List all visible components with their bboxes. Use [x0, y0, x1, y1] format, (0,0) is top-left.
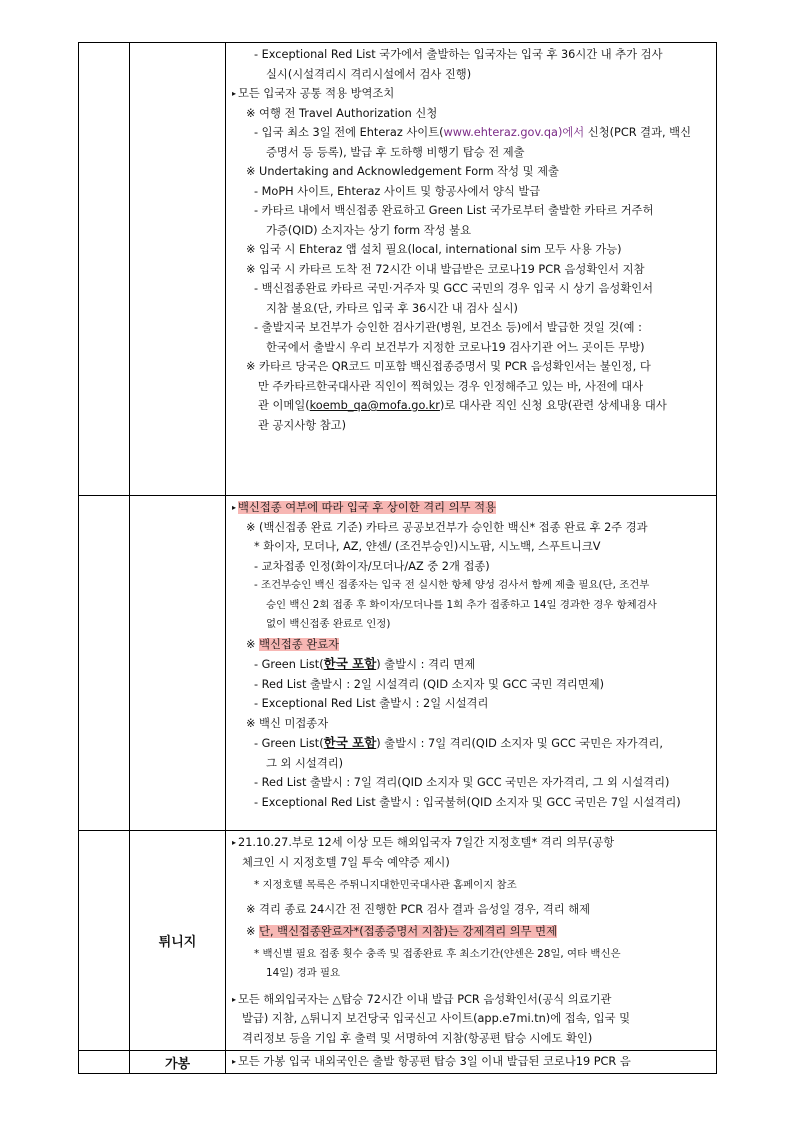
rule-line: - 교차접종 인정(화이자/모더나/AZ 중 2개 접종) — [254, 559, 490, 573]
rule-line: ※ Undertaking and Acknowledgement Form 작성 및 제출 — [246, 165, 559, 178]
rule-heading: ▸ 21.10.27.부로 12세 이상 모든 해외입국자 7일간 지정호텔* 격리 의무(공항 — [232, 836, 615, 849]
rule-line: 증명서 등 등록), 발급 후 도하행 비행기 탑승 전 제출 — [266, 145, 525, 159]
entry-rules-table — [78, 42, 717, 1074]
table-row — [79, 1051, 717, 1074]
table-row — [79, 831, 717, 1051]
rule-line: - Exceptional Red List 국가에서 출발하는 입국자는 입국 후 36시간 내 추가 검사 — [254, 48, 663, 61]
rule-line: - 백신접종완료 카타르 국민·거주자 및 GCC 국민의 경우 입국 시 상기 음성확인서 — [254, 282, 654, 295]
country-cell — [130, 496, 226, 831]
rule-heading: ▸ 모든 해외입국자는 △탑승 72시간 이내 발급 PCR 음성확인서(공식 의료기관 — [232, 992, 612, 1006]
rule-line: ※ (백신접종 완료 기준) 카타르 공공보건부가 승인한 백신* 접종 완료 후 2주 경과 — [246, 520, 648, 534]
content-cell — [226, 496, 717, 831]
embassy-email-link[interactable]: koemb_qa@mofa.go.kr — [309, 399, 440, 412]
triangle-bullet-icon: ▸ — [232, 89, 237, 98]
country-cell — [130, 1051, 226, 1074]
rule-line: 지참 불요(단, 카타르 입국 후 36시간 내 검사 실시) — [266, 301, 518, 315]
rule-line: * 화이자, 모더나, AZ, 얀센/ (조건부승인)시노팜, 시노백, 스푸트니크V — [254, 540, 601, 553]
rule-line: 관 공지사항 참고) — [258, 418, 346, 432]
rule-line: - MoPH 사이트, Ehteraz 사이트 및 항공사에서 양식 발급 — [254, 184, 541, 198]
rule-line: ※ 여행 전 Travel Authorization 신청 — [246, 106, 438, 120]
rule-line: 없이 백신접종 완료로 인정) — [266, 618, 391, 630]
rule-line: 승인 백신 2회 접종 후 화이자/모더나를 1회 추가 접종하고 14일 경과한 경우 항체검사 — [266, 598, 657, 611]
rule-line: 실시(시설격리시 격리시설에서 검사 진행) — [266, 67, 472, 81]
rule-line: - 출발지국 보건부가 승인한 검사기관(병원, 보건소 등)에서 발급한 것일 것(예 : — [254, 321, 642, 334]
blank-cell — [79, 43, 130, 496]
triangle-bullet-icon: ▸ — [232, 994, 237, 1004]
content-cell — [226, 1051, 717, 1074]
country-name: 가봉 — [164, 1056, 191, 1072]
rule-line: - 입국 최소 3일 전에 Ehteraz 사이트(www.ehteraz.gov.qa)에서 신청(PCR 결과, 백신 — [254, 126, 692, 139]
rule-line: - Red List 출발시 : 2일 시설격리 (QID 소지자 및 GCC 국민 격리면제) — [254, 677, 605, 691]
rule-heading: ▸ 모든 입국자 공통 적용 방역조치 — [232, 87, 395, 100]
rules-block — [226, 496, 716, 814]
blank-cell — [79, 1051, 130, 1074]
table-row — [79, 496, 717, 831]
rule-line: 관 이메일(koemb_qa@mofa.go.kr)로 대사관 직인 신청 요망(관련 상세내용 대사 — [258, 399, 667, 412]
rule-line: - Red List 출발시 : 7일 격리(QID 소지자 및 GCC 국민은 자가격리, 그 외 시설격리) — [254, 776, 670, 789]
country-name: 튀니지 — [158, 935, 197, 950]
blank-cell — [79, 496, 130, 831]
rule-line: - Exceptional Red List 출발시 : 입국불허(QID 소지자 및 GCC 국민은 7일 시설격리) — [254, 795, 681, 809]
rule-line: 한국에서 출발시 우리 보건부가 지정한 코로나19 검사기관 어느 곳이든 무방) — [266, 340, 645, 354]
content-cell — [226, 43, 717, 496]
rule-line: - Exceptional Red List 출발시 : 2일 시설격리 — [254, 697, 489, 710]
rule-line: ※ 격리 종료 24시간 전 진행한 PCR 검사 결과 음성일 경우, 격리 해제 — [246, 902, 591, 916]
rule-line: - 조건부승인 백신 접종자는 입국 전 실시한 항체 양성 검사서 함께 제출 필요(단, 조건부 — [254, 579, 650, 591]
rule-line: 발급) 지참, △튀니지 보건당국 입국신고 사이트(app.e7mi.tn)에 접속, 입국 및 — [242, 1012, 631, 1025]
rule-line: - Green List(한국 포함) 출발시 : 7일 격리(QID 소지자 및 GCC 국민은 자가격리, — [254, 735, 663, 750]
rule-line: ※ 입국 시 Ehteraz 앱 설치 필요(local, international sim 모두 사용 가능) — [246, 243, 622, 256]
rule-line: 체크인 시 지정호텔 7일 투숙 예약증 제시) — [242, 855, 450, 869]
rule-line: 가증(QID) 소지자는 상기 form 작성 불요 — [266, 223, 471, 237]
rule-line: ※ 입국 시 카타르 도착 전 72시간 이내 발급받은 코로나19 PCR 음성확인서 지참 — [246, 262, 645, 276]
rule-heading: ▸ 모든 가봉 입국 내외국인은 출발 항공편 탑승 3일 이내 발급된 코로나19 PCR 음 — [232, 1055, 631, 1068]
triangle-bullet-icon: ▸ — [232, 503, 237, 512]
rules-block — [226, 43, 716, 437]
rule-line: ※ 백신접종 완료자 — [246, 637, 340, 651]
rule-line: ※ 카타르 당국은 QR코드 미포함 백신접종증명서 및 PCR 음성확인서는 불인정, 다 — [246, 360, 651, 373]
ehteraz-link[interactable]: www.ehteraz.gov.qa)에서 — [443, 126, 585, 139]
table-row — [79, 43, 717, 496]
rule-line: * 백신별 필요 접종 횟수 충족 및 접종완료 후 최소기간(얀센은 28일, 여타 백신은 — [254, 947, 621, 960]
country-cell — [130, 831, 226, 1051]
rules-block — [226, 1051, 716, 1073]
triangle-bullet-icon: ▸ — [232, 838, 237, 847]
rule-line: 그 외 시설격리) — [266, 756, 344, 770]
rule-line: * 지정호텔 목록은 주튀니지대한민국대사관 홈페이지 참조 — [254, 879, 517, 891]
rule-line: ※ 백신 미접종자 — [246, 716, 329, 730]
rule-line: 14일) 경과 필요 — [266, 967, 341, 979]
rule-line: - 카타르 내에서 백신접종 완료하고 Green List 국가로부터 출발한 카타르 거주허 — [254, 204, 654, 217]
blank-cell — [79, 831, 130, 1051]
rule-line: 격리정보 등을 기입 후 출력 및 서명하여 지참(항공편 탑승 시에도 확인) — [242, 1031, 593, 1045]
rule-line: - Green List(한국 포함) 출발시 : 격리 면제 — [254, 656, 476, 671]
content-cell — [226, 831, 717, 1051]
rule-line: ※ 단, 백신접종완료자*(접종증명서 지참)는 강제격리 의무 면제 — [246, 925, 557, 938]
rule-heading: ▸ 백신접종 여부에 따라 입국 후 상이한 격리 의무 적용 — [232, 501, 496, 514]
rule-line: 만 주카타르한국대사관 직인이 찍혀있는 경우 인정해주고 있는 바, 사전에 대사 — [258, 379, 644, 393]
triangle-bullet-icon: ▸ — [232, 1057, 237, 1066]
country-cell — [130, 43, 226, 496]
rules-block — [226, 831, 716, 1050]
